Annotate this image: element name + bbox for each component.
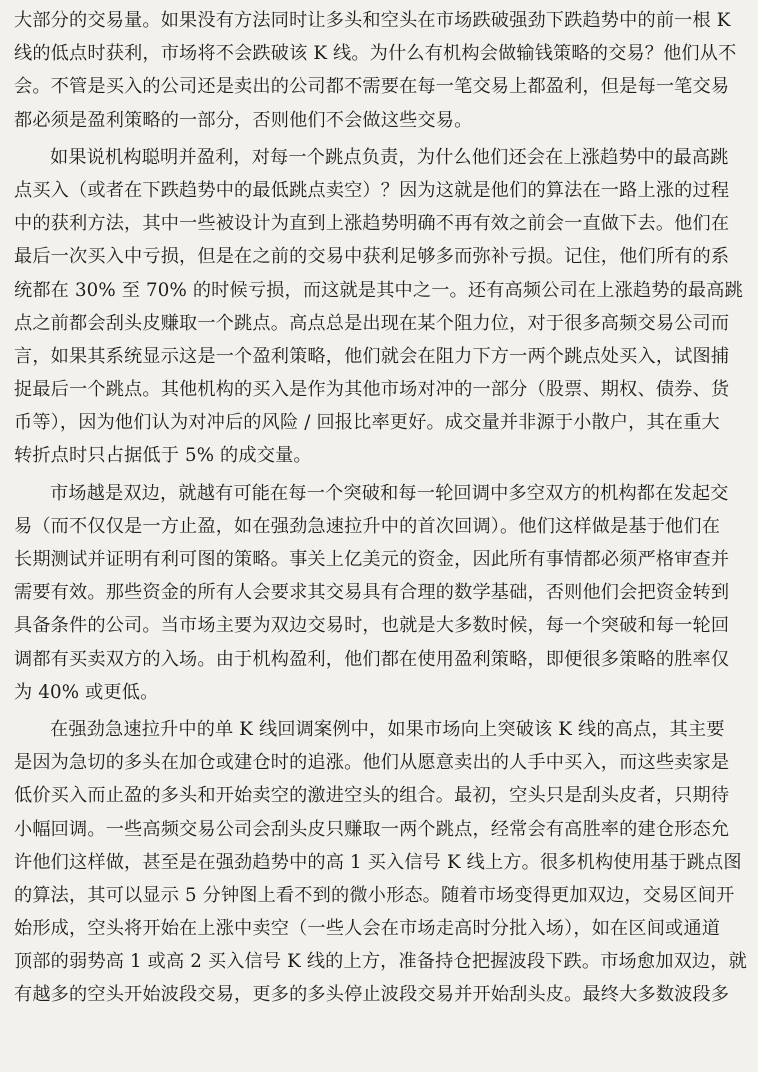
text-line: 线的低点时获利，市场将不会跌破该 K 线。为什么有机构会做输钱策略的交易？他们从不 [14,43,737,65]
text-line: 统都在 30% 至 70% 的时候亏损，而这就是其中之一。还有高频公司在上涨趋势的最高跳 [14,279,743,301]
text-line: 为 40% 或更低。 [14,681,159,703]
text-line: 中的获利方法，其中一些被设计为直到上涨趋势明确不再有效之前会一直做下去。他们在 [14,213,730,235]
text-line: 是因为急切的多头在加仓或建仓时的追涨。他们从愿意卖出的人手中买入，而这些卖家是 [14,752,730,774]
text-line: 顶部的弱势高 1 或高 2 买入信号 K 线的上方，准备持仓把握波段下跌。市场愈加双边，就 [14,951,747,973]
text-line: 市场越是双边，就越有可能在每一个突破和每一轮回调中多空双方的机构都在发起交 [50,482,729,504]
text-line: 需要有效。那些资金的所有人会要求其交易具有合理的数学基础，否则他们会把资金转到 [14,582,730,604]
text-line: 具备条件的公司。当市场主要为双边交易时，也就是大多数时候，每一个突破和每一轮回 [14,615,730,637]
text-line: 调都有买卖双方的入场。由于机构盈利，他们都在使用盈利策略，即便很多策略的胜率仅 [14,648,730,670]
text-line: 长期测试并证明有利可图的策略。事关上亿美元的资金，因此所有事情都必须严格审查并 [14,549,730,570]
text-line: 点之前都会刮头皮赚取一个跳点。高点总是出现在某个阻力位，对于很多高频交易公司而 [14,312,730,334]
paragraph-2 [14,141,748,473]
text-line: 低价买入而止盈的多头和开始卖空的激进空头的组合。最初，空头只是刮头皮者，只期待 [14,785,730,807]
text-line: 的算法，其可以显示 5 分钟图上看不到的微小形态。随着市场变得更加双边，交易区间开 [14,884,735,906]
paragraph-4 [14,713,748,1012]
text-line: 最后一次买入中亏损，但是在之前的交易中获利足够多而弥补亏损。记住，他们所有的系 [14,246,730,268]
text-line: 始形成，空头将开始在上涨中卖空（一些人会在市场走高时分批入场），如在区间或通道 [14,918,721,940]
text-line: 币等），因为他们认为对冲后的风险 / 回报比率更好。成交量并非源于小散户，其在重大 [14,412,720,434]
paragraph-1 [14,4,748,137]
text-line: 点买入（或者在下跌趋势中的最低跳点卖空）？因为这就是他们的算法在一路上涨的过程 [14,179,730,201]
text-line: 转折点时只占据低于 5% 的成交量。 [14,445,312,467]
paragraph-3 [14,477,748,709]
text-line: 都必须是盈利策略的一部分，否则他们不会做这些交易。 [14,109,473,131]
text-line: 如果说机构聪明并盈利，对每一个跳点负责，为什么他们还会在上涨趋势中的最高跳 [50,146,729,168]
text-line: 小幅回调。一些高频交易公司会刮头皮只赚取一两个跳点，经常会有高胜率的建仓形态允 [14,818,730,840]
text-line: 捉最后一个跳点。其他机构的买入是作为其他市场对冲的一部分（股票、期权、债券、货 [14,379,730,401]
text-line: 许他们这样做，甚至是在强劲趋势中的高 1 买入信号 K 线上方。很多机构使用基于跳点图 [14,851,742,873]
text-line: 大部分的交易量。如果没有方法同时让多头和空头在市场跌破强劲下跌趋势中的前一根 K [14,10,731,31]
text-line: 在强劲急速拉升中的单 K 线回调案例中，如果市场向上突破该 K 线的高点，其主要 [50,718,725,740]
text-line: 言，如果其系统显示这是一个盈利策略，他们就会在阻力下方一两个跳点处买入，试图捕 [14,345,730,367]
text-line: 会。不管是买入的公司还是卖出的公司都不需要在每一笔交易上都盈利，但是每一笔交易 [14,76,730,98]
text-line: 有越多的空头开始波段交易，更多的多头停止波段交易并开始刮头皮。最终大多数波段多 [14,984,730,1006]
text-line: 易（而不仅仅是一方止盈，如在强劲急速拉升中的首次回调）。他们这样做是基于他们在 [14,515,721,537]
